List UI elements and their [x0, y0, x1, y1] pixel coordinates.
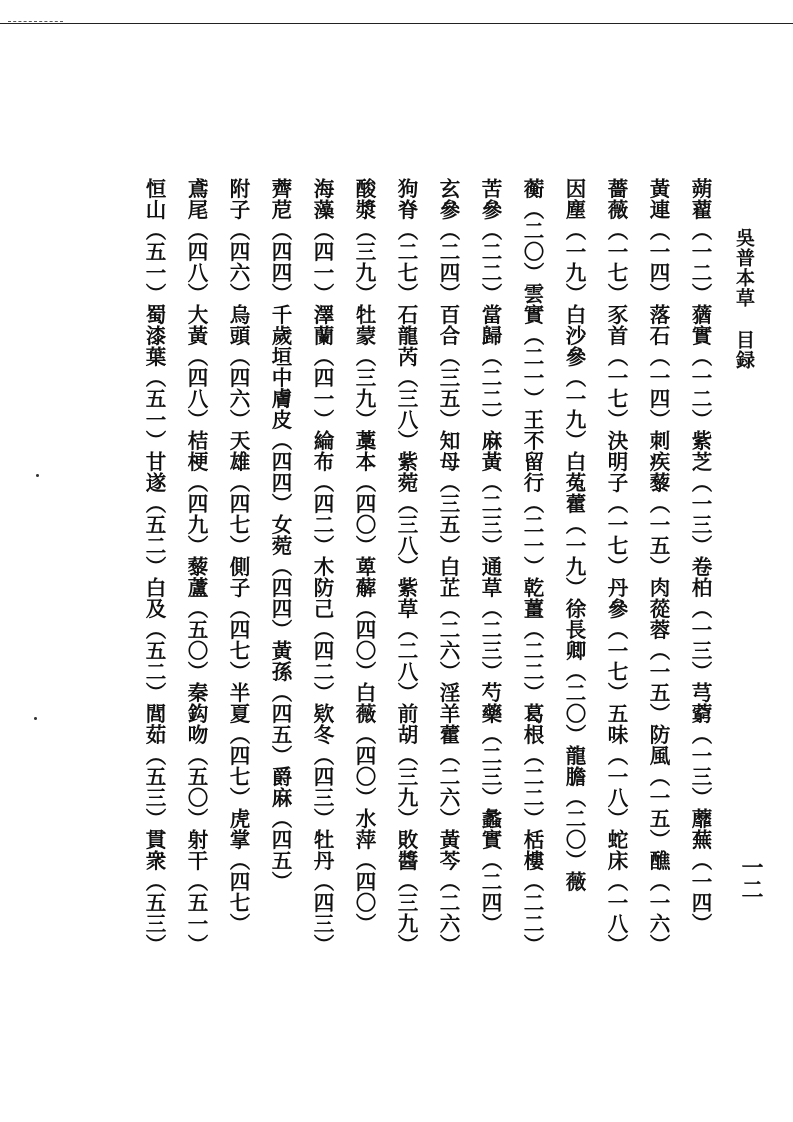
text-column-8: 狗脊（二七）石龍芮（三八）紫菀（三八）紫草（二八）前胡（三九）敗醬（三九）	[394, 178, 418, 955]
text-column-1: 蒴藋（一二）蕕實（一二）紫芝（一三）卷柏（一三）芎藭（一三）蘼蕪（一四）	[688, 178, 712, 934]
header-title: 吳普本草	[733, 228, 755, 308]
page-number: 一二	[738, 856, 764, 900]
text-column-6: 苦參（二二）當歸（二二）麻黃（二三）通草（二三）芍藥（二三）蠡實（二四）	[478, 178, 502, 934]
scan-speck	[36, 474, 39, 477]
running-header	[731, 228, 758, 370]
text-column-7: 玄參（二四）百合（三五）知母（三五）白芷（二六）淫羊藿（二六）黃芩（二六）	[436, 178, 460, 955]
top-rule	[0, 23, 793, 24]
top-dash	[8, 21, 63, 22]
text-column-14: 恒山（五一）蜀漆葉（五一）甘遂（五二）白及（五二）閭茹（五三）貫衆（五三）	[142, 178, 166, 955]
text-column-2: 黃連（一四）落石（一四）刺疾藜（一五）肉蓯蓉（一五）防風（一五）醮（一六）	[646, 178, 670, 955]
text-column-4: 因塵（一九）白沙參（一九）白菟藿（一九）徐長卿（二〇）龍膽（二〇）薇	[562, 178, 586, 892]
text-column-13: 鳶尾（四八）大黃（四八）桔梗（四九）藜蘆（五〇）秦鈎吻（五〇）射干（五一）	[184, 178, 208, 955]
text-column-12: 附子（四六）烏頭（四六）天雄（四七）側子（四七）半夏（四七）虎掌（四七）	[226, 178, 250, 934]
text-column-5: 蘅（二〇）雲實（二一）王不留行（二一）乾薑（二二）葛根（二二）栝樓（二二）	[520, 178, 544, 955]
text-column-9: 酸漿（三九）牡蒙（三九）藁本（四〇）萆薢（四〇）白薇（四〇）水萍（四〇）	[352, 178, 376, 934]
text-column-3: 薔薇（一七）豕首（一七）決明子（一七）丹參（一七）五味（一八）蛇床（一八）	[604, 178, 628, 955]
scan-speck	[34, 717, 37, 720]
header-section: 目録	[733, 330, 755, 370]
text-column-10: 海藻（四一）澤蘭（四一）綸布（四二）木防己（四二）欵冬（四三）牡丹（四三）	[310, 178, 334, 955]
text-column-11: 薺苨（四四）千歲垣中膚皮（四四）女菀（四四）黃孫（四五）爵麻（四五）	[268, 178, 292, 892]
